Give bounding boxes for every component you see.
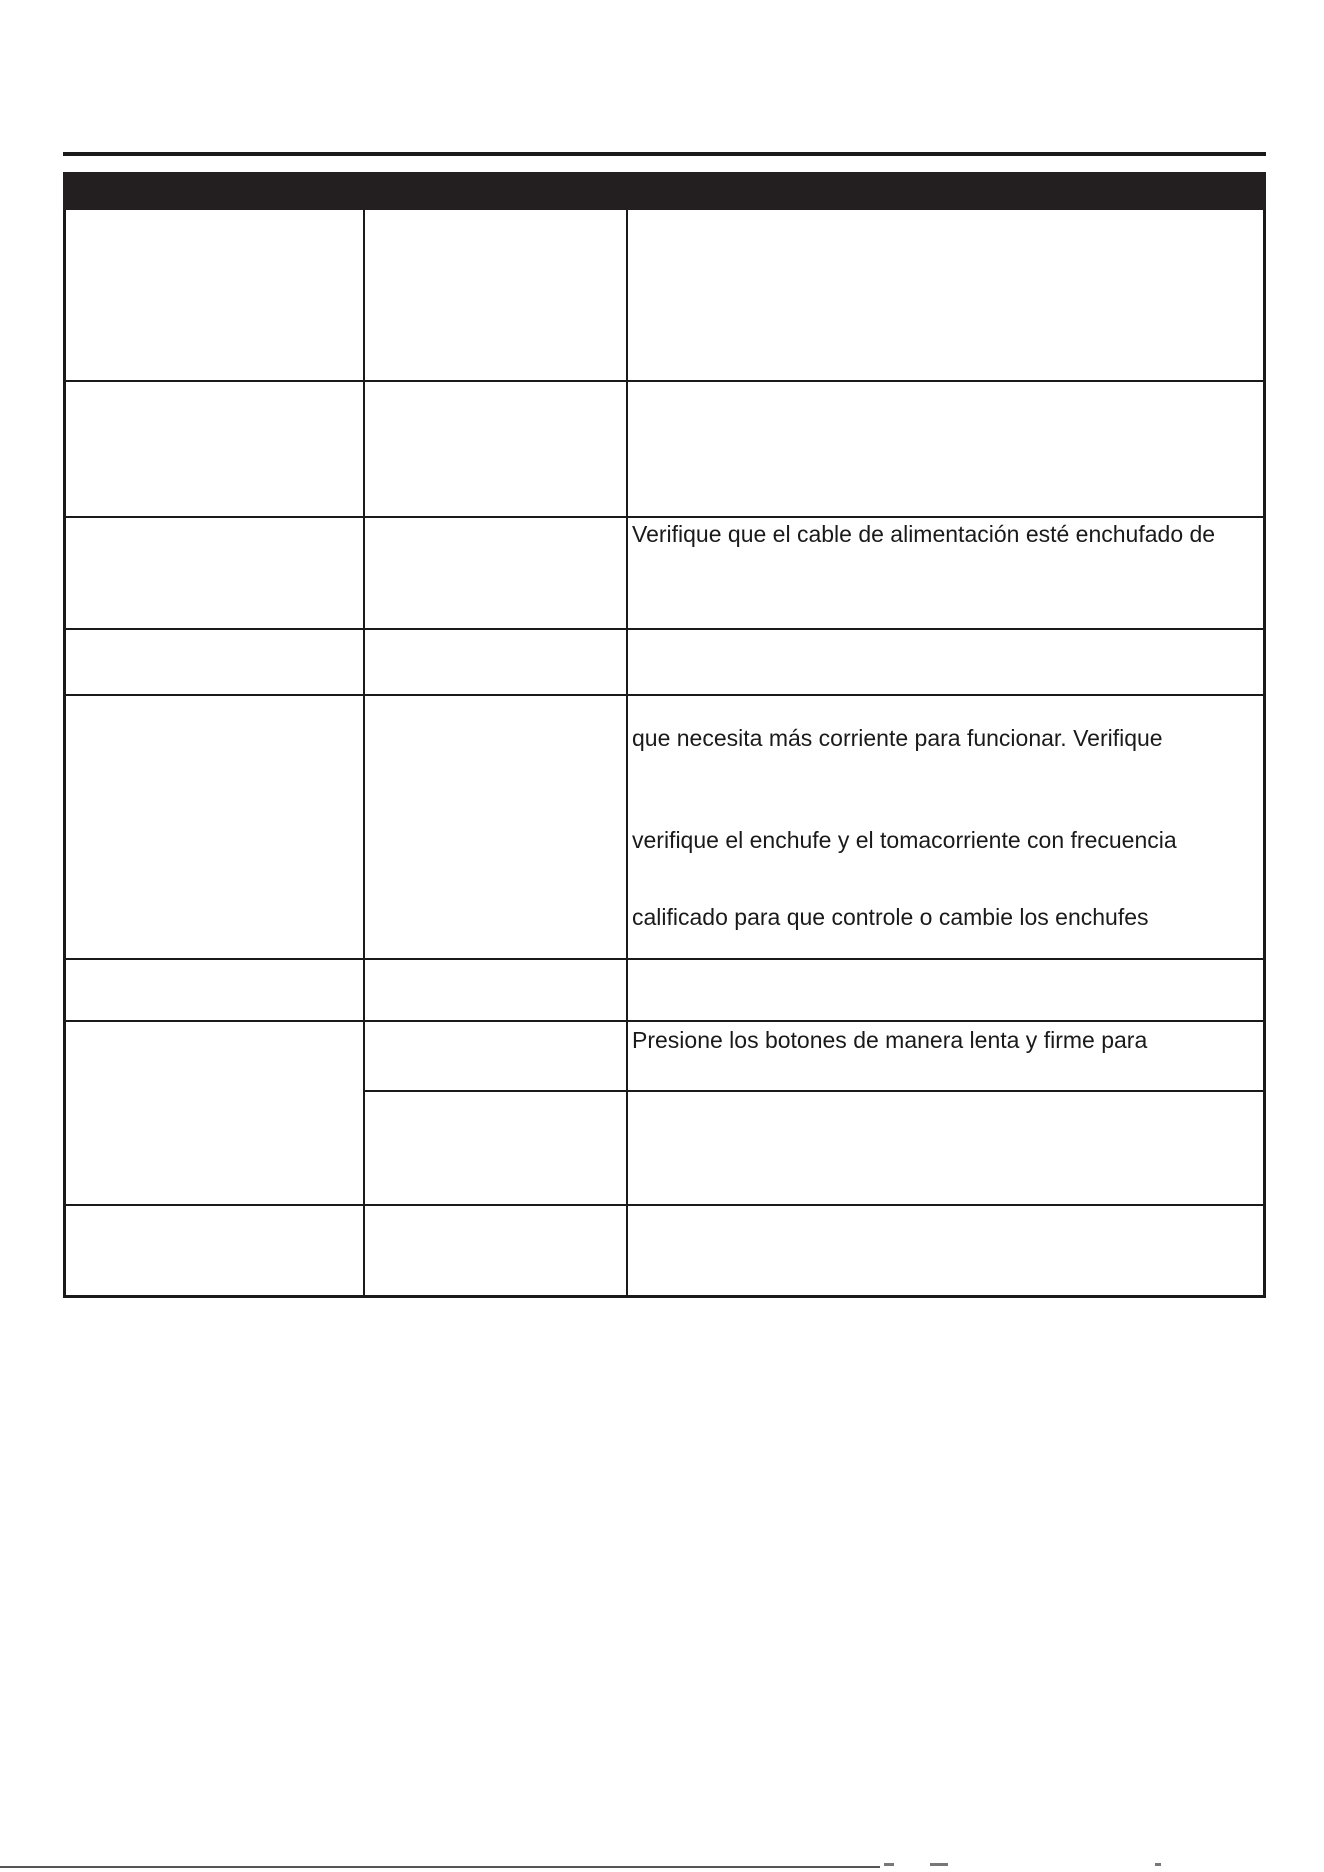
row-divider: [66, 380, 1263, 382]
top-rule: [63, 152, 1266, 156]
row-divider: [66, 1020, 1263, 1022]
row-divider: [66, 958, 1263, 960]
row-divider: [66, 516, 1263, 518]
table-row-3-remedy-line-1: Verifique que el cable de alimentación esté enchufado de: [632, 521, 1216, 547]
row-divider: [66, 628, 1263, 630]
row-divider: [66, 694, 1263, 696]
footer-mark: [1155, 1863, 1161, 1866]
table-row-7-remedy-line-1: Presione los botones de manera lenta y firme para: [632, 1027, 1148, 1053]
footer-mark: [884, 1863, 894, 1866]
table-row-5-remedy-line-2: verifique el enchufe y el tomacorriente con frecuencia: [632, 827, 1177, 853]
column-divider-1: [363, 210, 365, 1295]
row-divider: [66, 1204, 1263, 1206]
table-row-5-remedy-line-1: que necesita más corriente para funcionar. Verifique: [632, 725, 1163, 751]
table-row-5-remedy-line-3: calificado para que controle o cambie los enchufes: [632, 904, 1149, 930]
row-divider-partial: [363, 1090, 1263, 1092]
footer-rule: [0, 1866, 880, 1868]
troubleshooting-table: [63, 210, 1266, 1298]
table-header-bar: [63, 172, 1266, 210]
footer-mark: [930, 1863, 948, 1866]
column-divider-2: [626, 210, 628, 1295]
